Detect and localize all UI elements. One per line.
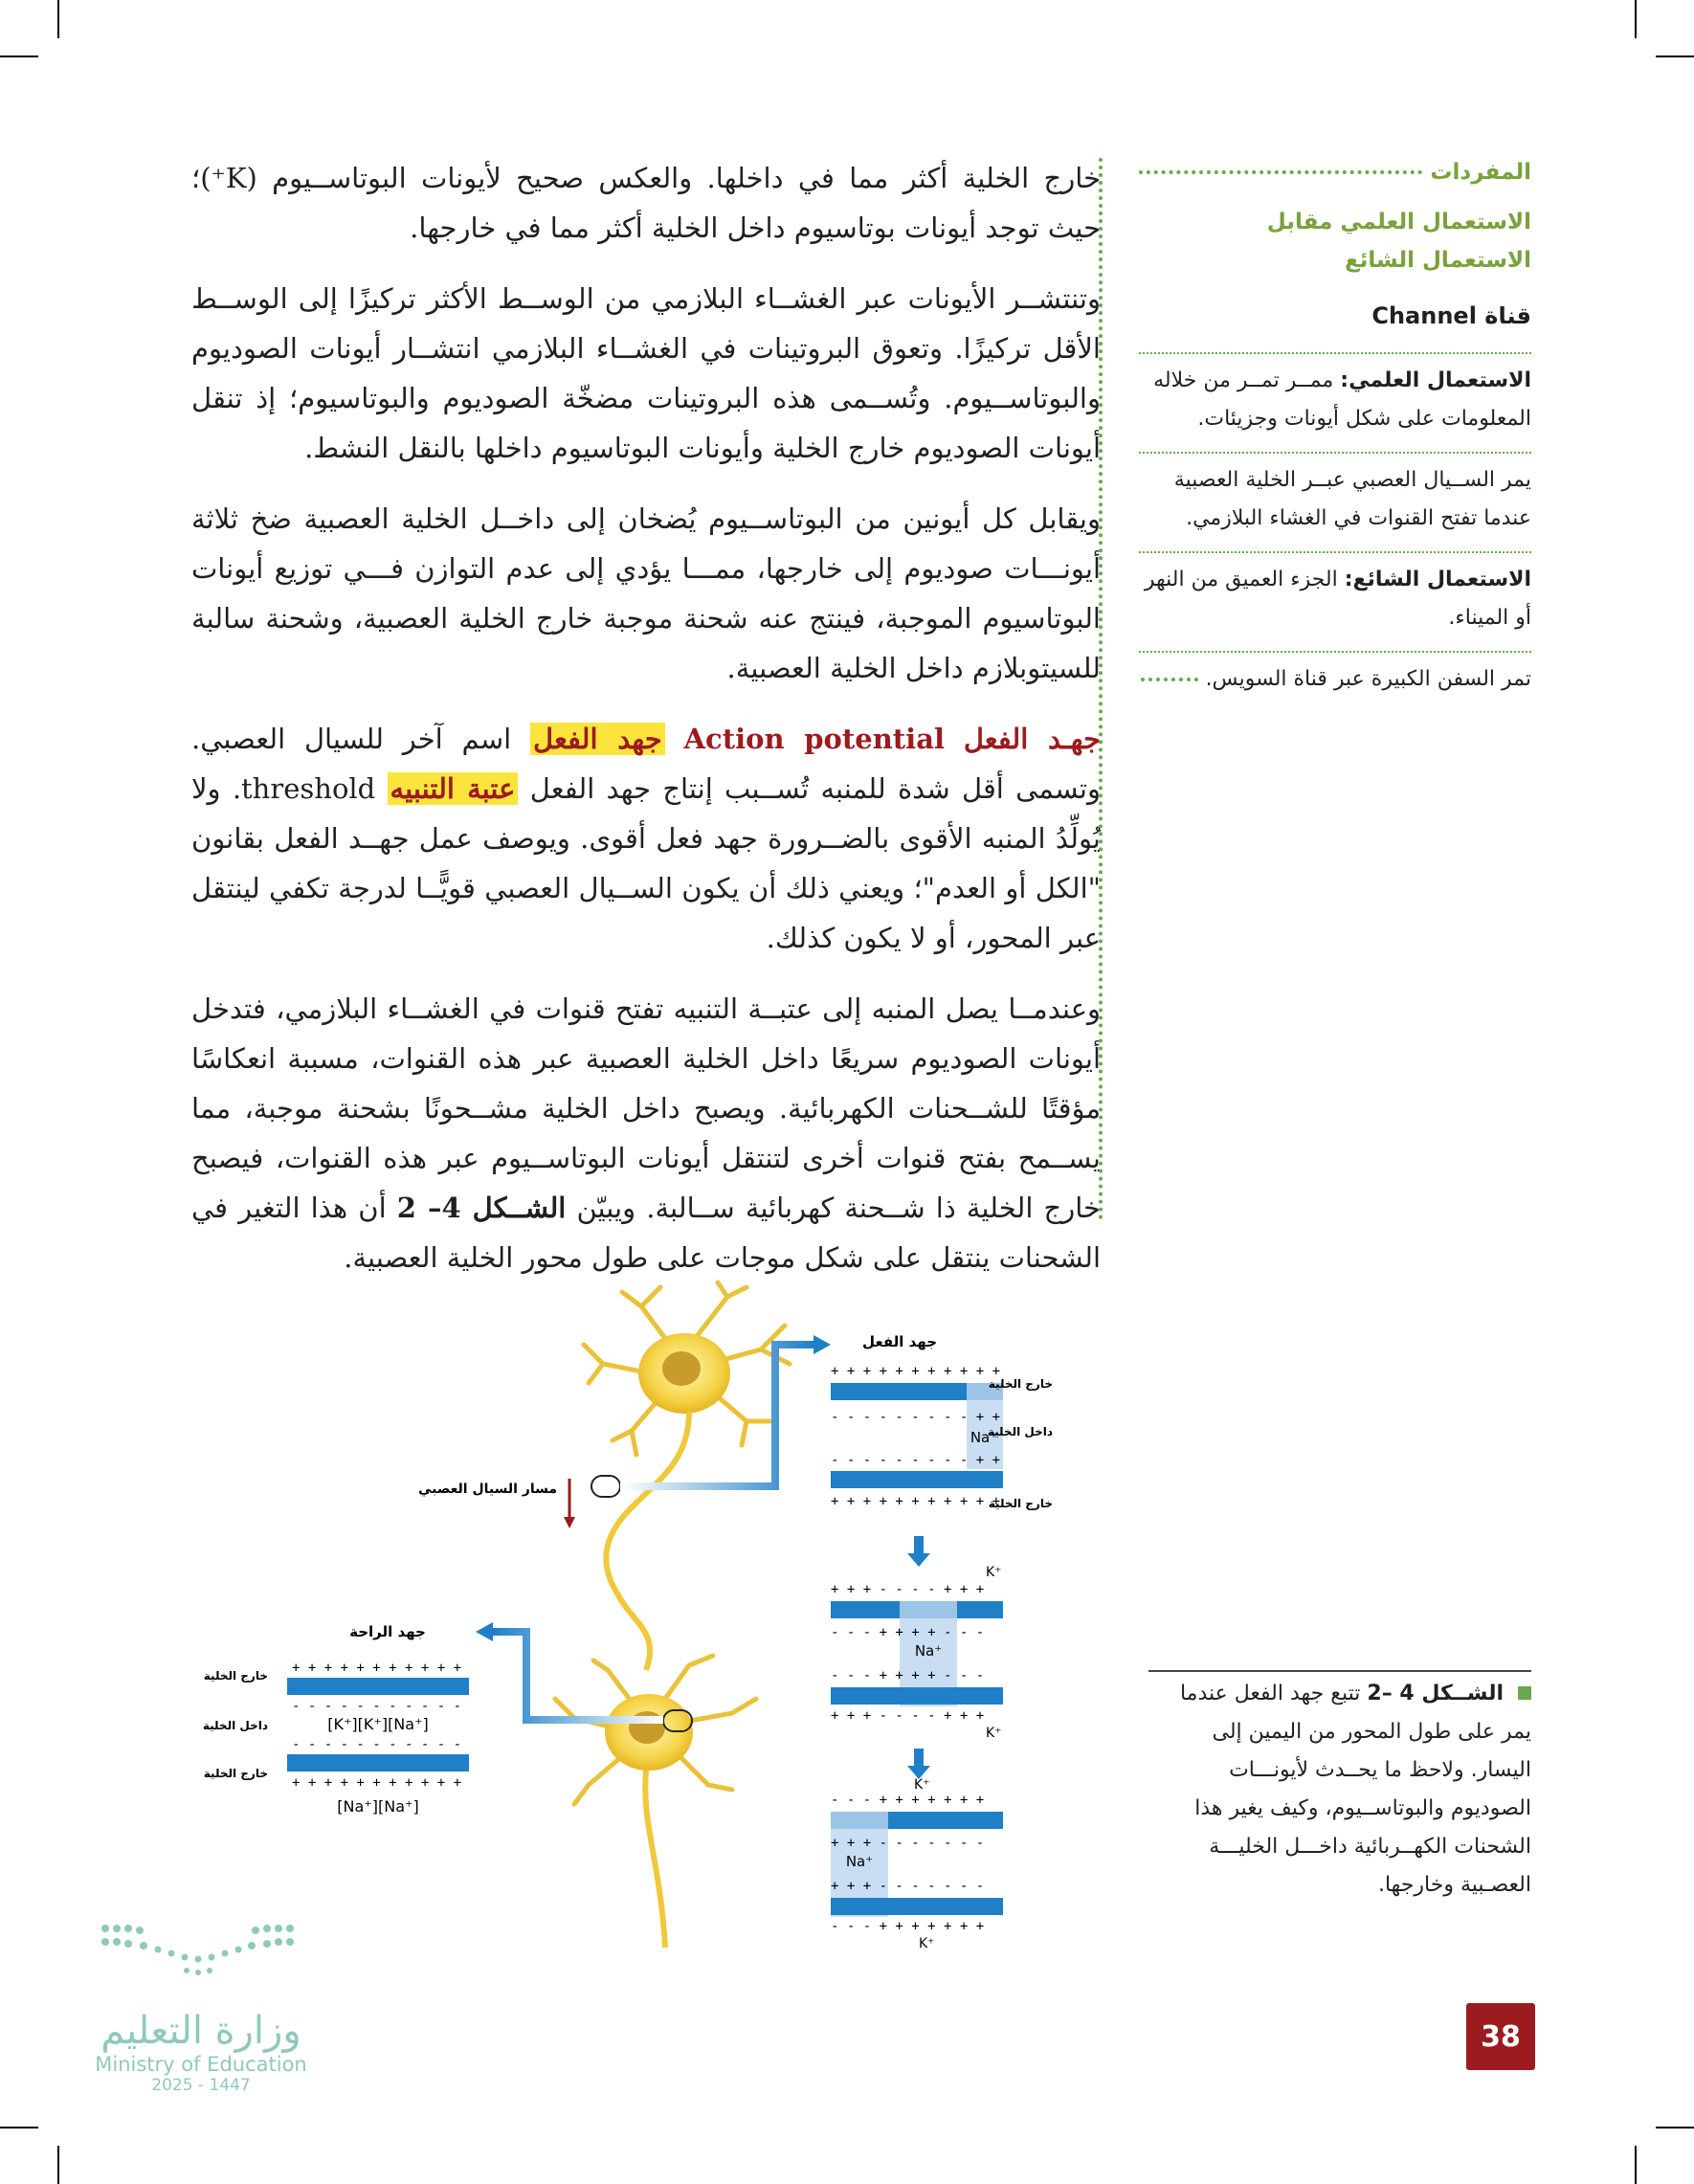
logo-year: 2025 - 1447 xyxy=(151,2076,251,2095)
figure-reference: الشــكل 4– 2 xyxy=(396,1192,567,1224)
vocabulary-sidebar xyxy=(1139,153,1531,699)
svg-text:- - - + + + + - - -: - - - + + + + - - - xyxy=(831,1668,985,1683)
na-ion-label: Na⁺ xyxy=(970,1429,998,1446)
dotted-rule xyxy=(1139,170,1422,174)
impulse-path-label: مسار السيال العصبي xyxy=(417,1482,557,1497)
focus-oval-upper xyxy=(591,1476,620,1497)
svg-text:- - - - - - - - - - -: - - - - - - - - - - - xyxy=(292,1737,462,1752)
logo-dots-icon xyxy=(91,1919,311,1986)
svg-text:- - - - - - - - - + +: - - - - - - - - - + + xyxy=(831,1410,1001,1425)
svg-text:+ + + - - - - - - -: + + + - - - - - - - xyxy=(831,1836,985,1851)
sidebar-heading-row xyxy=(1139,153,1531,191)
sidebar-heading: المفردات xyxy=(1430,160,1531,185)
caption-square-icon xyxy=(1518,1686,1531,1700)
paragraph-4-text-a: اسم آخر للسيال العصبي. وتسمى أقل شدة للمنبه تُســبب إنتاج جهد الفعل xyxy=(191,723,1102,805)
caption-label: الشــكل 4 –2 xyxy=(1367,1682,1504,1705)
svg-text:+ + + + + + + + + + +: + + + + + + + + + + + xyxy=(831,1364,1001,1379)
outside-label: خارج الخلية xyxy=(988,1497,1053,1510)
svg-text:+ + + + + + + + + + +: + + + + + + + + + + + xyxy=(831,1494,1001,1509)
action-potential-figure xyxy=(202,1287,1072,1957)
caption-text: تتبع جهد الفعل عندما يمر على طول المحور من اليمين إلى اليسار. ولاحظ ما يحــدث لأيونـــات الصوديوم والبوتاســيوم، وكيف يغير هذا الشحنات الكهــربائية داخـــل الخليـــة العصـبية وخارجها. xyxy=(1179,1682,1531,1897)
crop-mark xyxy=(1635,0,1637,38)
paragraph-4-text-b: threshold. ولا يُولِّدُ المنبه الأقوى بالضــرورة جهد فعل أقوى. ويوصف عمل جهــد الفعل بقانون "الكل أو العدم"؛ ويعني ذلك أن يكون الســيال العصبي قويًّــا لدرجة تكفي لينتقل عبر المحور، أو لا يكون كذلك. xyxy=(191,772,1101,954)
page-number: 38 xyxy=(1466,2003,1535,2070)
logo-arabic: وزارة التعليم xyxy=(100,2009,301,2053)
caption-rule xyxy=(1148,1670,1531,1672)
common-label: الاستعمال الشائع: xyxy=(1344,568,1531,591)
common-example-row xyxy=(1139,651,1531,699)
k-ion-label: K⁺ xyxy=(986,1726,1002,1741)
action-panel-3 xyxy=(831,1777,1003,1951)
action-panel-2 xyxy=(831,1565,1003,1741)
k-ion-label: K⁺ xyxy=(914,1777,930,1793)
crop-mark xyxy=(57,0,59,38)
term-english: Action potential xyxy=(683,723,945,755)
crop-mark xyxy=(57,2146,59,2184)
highlight-threshold: عتبة التنبيه xyxy=(388,772,519,805)
highlight-term: جهد الفعل xyxy=(530,723,665,755)
neuron-lower xyxy=(555,1656,756,1948)
crop-mark xyxy=(0,56,38,57)
outside-label: خارج الخلية xyxy=(988,1377,1053,1391)
rest-title: جهد الراحة xyxy=(349,1623,426,1640)
svg-text:- - - + + + + + + +: - - - + + + + + + + xyxy=(831,1793,985,1808)
vocab-term-en: Channel xyxy=(1371,302,1477,329)
sidebar-subheading-1: الاستعمال العلمي مقابل xyxy=(1266,210,1531,234)
logo-english: Ministry of Education xyxy=(95,2053,307,2076)
sidebar-subheading-2: الاستعمال الشائع xyxy=(1345,248,1531,273)
sci-usage xyxy=(1139,352,1531,438)
paragraph-3: ويقابل كل أيونين من البوتاســيوم يُضخان إلى داخــل الخلية العصبية ضخ ثلاثة أيونـــات صوديوم إلى خارجها، ممـــا يؤدي إلى عدم التوازن فـــي توزيع أيونات البوتاسيوم الموجبة، فينتج عنه شحنة موجبة خارج الخلية العصبية، وشحنة سالبة للسيتوبلازم داخل الخلية العصبية. xyxy=(191,502,1101,684)
svg-text:+ + + + + + + + + + +: + + + + + + + + + + + xyxy=(292,1775,462,1791)
paragraph-2: وتنتشــر الأيونات عبر الغشــاء البلازمي من الوســط الأكثر تركيزًا إلى الوســط الأقل تركيزًا. وتعوق البروتينات في الغشــاء البلازمي انتشــار أيونات الصوديوم والبوتاســيوم. وتُســمى هذه البروتينات مضخّة الصوديوم والبوتاسيوم؛ إذ تنقل أيونات الصوديوم خارج الخلية وأيونات البوتاسيوم داخلها بالنقل النشط. xyxy=(191,282,1101,464)
vocab-term-ar: قناة xyxy=(1484,302,1531,329)
rest-outside-ions: [Na⁺][Na⁺] xyxy=(337,1797,419,1816)
na-ion-label: Na⁺ xyxy=(914,1642,943,1660)
paragraph-5 xyxy=(191,984,1101,1282)
paragraph-1: خارج الخلية أكثر مما في داخلها. والعكس صحيح لأيونات البوتاســيوم (K⁺)؛ حيث توجد أيونات بوتاسيوم داخل الخلية أكثر مما في خارجها. xyxy=(191,162,1101,244)
inside-label: داخل الخلية xyxy=(202,1719,268,1732)
action-panel-1 xyxy=(831,1364,1053,1510)
svg-text:- - - - - - - - - - -: - - - - - - - - - - - xyxy=(292,1699,462,1714)
dotted-rule xyxy=(1141,678,1198,681)
k-ion-label: K⁺ xyxy=(919,1936,935,1951)
figure-caption xyxy=(1148,1675,1531,1905)
ministry-logo xyxy=(91,1919,311,2095)
sci-label: الاستعمال العلمي: xyxy=(1340,368,1531,392)
action-title: جهد الفعل xyxy=(861,1333,938,1350)
rest-inside-ions: [K⁺][K⁺][Na⁺] xyxy=(327,1715,429,1733)
sci-example: يمر الســيال العصبي عبــر الخلية العصبية عندما تفتح القنوات في الغشاء البلازمي. xyxy=(1139,452,1531,538)
outside-label: خارج الخلية xyxy=(203,1669,268,1683)
k-ion-label: K⁺ xyxy=(986,1565,1002,1580)
crop-mark xyxy=(1656,56,1694,57)
svg-text:+ + + + + + + + + + +: + + + + + + + + + + + xyxy=(292,1660,462,1676)
outside-label: خارج الخلية xyxy=(203,1767,268,1780)
vocab-term xyxy=(1139,297,1531,335)
sci-text: ممــر تمــر من خلاله المعلومات على شكل أيونات وجزيئات. xyxy=(1153,368,1531,431)
common-text: الجزء العميق من النهر أو الميناء. xyxy=(1144,568,1531,630)
svg-text:+ + + - - - - - - -: + + + - - - - - - - xyxy=(831,1879,985,1894)
crop-mark xyxy=(0,2127,38,2128)
paragraph-4 xyxy=(191,714,1101,963)
column-divider xyxy=(1099,158,1103,1220)
na-ion-label: Na⁺ xyxy=(845,1853,874,1870)
svg-text:- - - + + + + + + +: - - - + + + + + + + xyxy=(831,1919,985,1934)
svg-text:- - - + + + + - - -: - - - + + + + - - - xyxy=(831,1625,985,1640)
inside-label: داخل الخلية xyxy=(987,1425,1053,1438)
rest-panel xyxy=(203,1623,469,1816)
paragraph-5-text-a: وعندمــا يصل المنبه إلى عتبــة التنبيه تفتح قنوات في الغشــاء البلازمي، فتدخل أيونات الصوديوم سريعًا داخل الخلية العصبية عبر هذه القنوات، مسببة انعكاسًا مؤقتًا للشــحنات الكهربائية. ويصبح داخل الخلية مشــحونًا بشحنة موجبة، مما يســمح بفتح قنوات أخرى لتنتقل أيونات البوتاســيوم عبر هذه القنوات، فيصبح خارج الخلية ذا شــحنة كهربائية ســالبة. ويبيّن xyxy=(191,992,1101,1224)
term-arabic: جهـد الفعل xyxy=(963,723,1102,755)
svg-text:+ + + - - - - + + +: + + + - - - - + + + xyxy=(831,1708,985,1724)
paragraph-5-text-b: أن هذا التغير في الشحنات ينتقل على شكل موجات على طول محور الخلية العصبية. xyxy=(191,1192,1101,1274)
common-example: تمر السفن الكبيرة عبر قناة السويس. xyxy=(1205,667,1531,691)
main-text xyxy=(191,153,1101,1304)
crop-mark xyxy=(1635,2146,1637,2184)
common-usage xyxy=(1139,551,1531,637)
svg-text:+ + + - - - - + + +: + + + - - - - + + + xyxy=(831,1582,985,1597)
svg-text:- - - - - - - - - + +: - - - - - - - - - + + xyxy=(831,1453,1001,1468)
crop-mark xyxy=(1656,2127,1694,2128)
